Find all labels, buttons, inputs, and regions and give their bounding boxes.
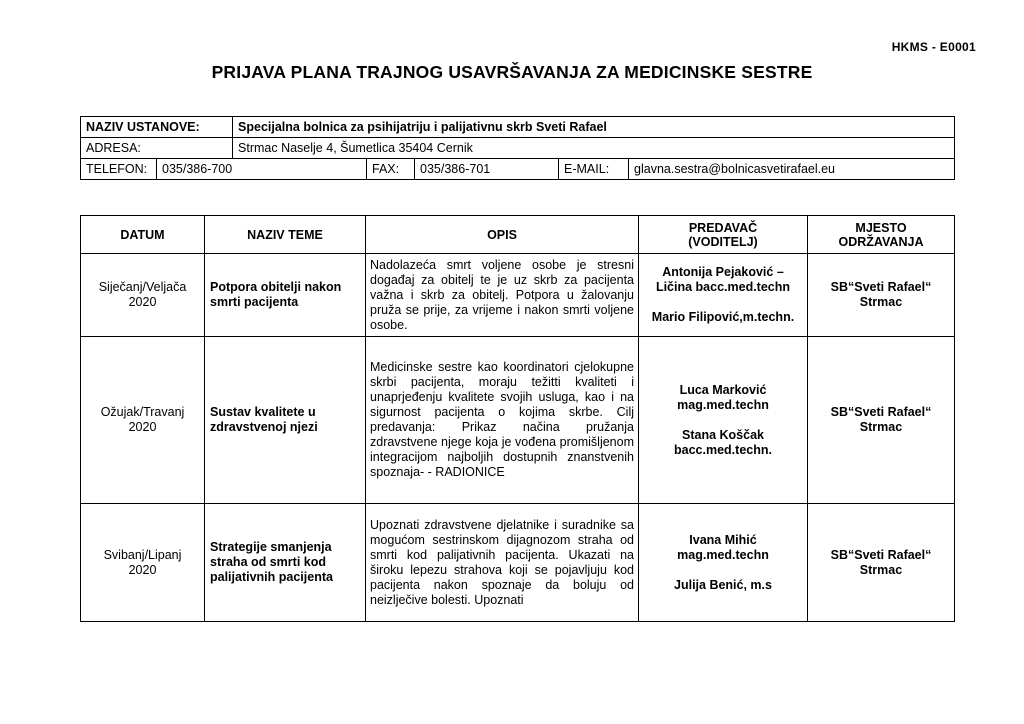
phone-value: 035/386-700 [157,159,367,180]
address-value: Strmac Naselje 4, Šumetlica 35404 Cernik [233,138,955,159]
row-place-name: SB“Sveti Rafael“ [830,405,932,419]
phone-label: TELEFON: [81,159,157,180]
table-row [81,254,955,337]
header-topic: NAZIV TEME [205,216,366,254]
header-description: OPIS [366,216,639,254]
row-place-location: Strmac [859,295,903,309]
row-date-months: Ožujak/Travanj [100,405,185,419]
row-date-year: 2020 [128,420,157,434]
plan-table [80,215,955,622]
header-date: DATUM [81,216,205,254]
row-lecturer-2: Julija Benić, m.s [674,577,772,592]
row-date [81,504,205,622]
header-place [808,216,955,254]
row-date-months: Siječanj/Veljača [98,280,187,294]
header-lecturer-line2: (VODITELJ) [688,234,758,249]
row-lecturer-1: Luca Marković mag.med.techn [677,382,769,412]
table-row [81,337,955,504]
header-lecturer-line1: PREDAVAČ [688,220,758,235]
email-label: E-MAIL: [559,159,629,180]
institution-contact-row [81,159,955,180]
address-label: ADRESA: [81,138,233,159]
institution-address-row [81,138,955,159]
row-date-months: Svibanj/Lipanj [103,547,182,562]
email-value: glavna.sestra@bolnicasvetirafael.eu [629,159,955,180]
header-place-line2: ODRŽAVANJA [838,234,924,249]
fax-label: FAX: [367,159,415,180]
row-lecturers [639,254,808,337]
row-lecturers [639,337,808,504]
institution-name-label: NAZIV USTANOVE: [81,117,233,138]
row-place-location: Strmac [859,420,903,434]
document-code: HKMS - E0001 [891,40,976,54]
row-topic: Strategije smanjenja straha od smrti kod palijativnih pacijenta [205,504,366,622]
fax-value: 035/386-701 [415,159,559,180]
institution-table [80,116,955,180]
row-description: Medicinske sestre kao koordinatori cjelokupne skrbi pacijenta, moraju težitti kvaliteti i unaprjeđenju kvalitete svojih usluga, kao i na sigurnost pacijenta o kojima skrbe. Cilj predavanja: Prikaz načina pružanja zdravstvene njege koja je vođena promišljenom integracijom najboljih dostupnih znanstvenih spoznaja- - RADIONICE [366,337,639,504]
row-date-year: 2020 [128,295,157,309]
page-title: PRIJAVA PLANA TRAJNOG USAVRŠAVANJA ZA MEDICINSKE SESTRE [211,62,813,82]
row-topic: Sustav kvalitete u zdravstvenoj njezi [205,337,366,504]
institution-name-value: Specijalna bolnica za psihijatriju i palijativnu skrb Sveti Rafael [233,117,955,138]
row-place-name: SB“Sveti Rafael“ [830,280,932,294]
header-lecturer [639,216,808,254]
row-description: Nadolazeća smrt voljene osobe je stresni događaj za obitelj te je uz skrb za pacijenta važna i skrb za obitelj. Potpora u žalovanju pruža se prije, za vrijeme i nakon smrti voljene osobe. [366,254,639,337]
row-topic: Potpora obitelji nakon smrti pacijenta [205,254,366,337]
row-date [81,254,205,337]
row-date-year: 2020 [128,562,157,577]
row-place-location: Strmac [859,562,903,577]
row-lecturers [639,504,808,622]
row-description: Upoznati zdravstvene djelatnike i suradnike sa mogućom sestrinskom dijagnozom straha od smrti kod palijativnih pacijenta. Ukazati na široku lepezu strahova koji se pojavljuju kod pacijenta nakon spoznaje da boluju od neizlječive bolesti. Upoznati [366,504,639,622]
row-date [81,337,205,504]
row-lecturer-2: Stana Koščak bacc.med.techn. [674,427,772,457]
row-place [808,254,955,337]
header-place-line1: MJESTO [855,220,907,235]
row-lecturer-2: Mario Filipović,m.techn. [651,310,795,324]
institution-name-row [81,117,955,138]
row-place [808,337,955,504]
row-lecturer-1: Antonija Pejaković – Ličina bacc.med.techn [655,265,791,294]
table-row [81,504,955,622]
row-lecturer-1: Ivana Mihić mag.med.techn [677,532,769,562]
row-place [808,504,955,622]
row-place-name: SB“Sveti Rafael“ [830,547,932,562]
plan-header-row [81,216,955,254]
